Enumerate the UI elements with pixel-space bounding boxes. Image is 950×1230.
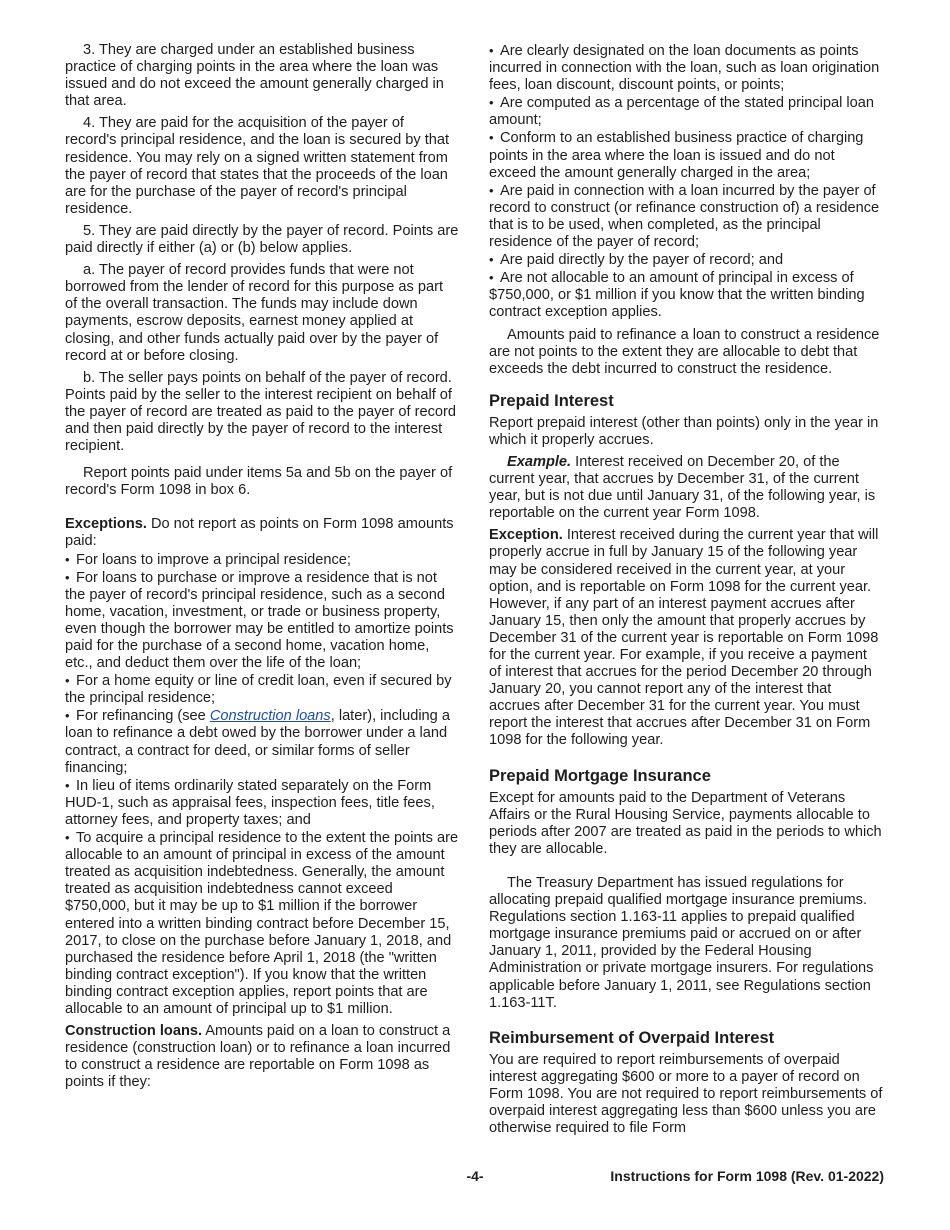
treasury-paragraph: The Treasury Department has issued regulations for allocating prepaid qualified mortgage insurance premiums. Regulations section 1.163-11 applies to prepaid qualified mortgage insurance premiums paid or accrued on or after January 1, 2011, provided by the Federal Housing Administration or private mortgage insurers. For regulations applicable before January 1, 2011, see Regulations section 1.163-11T.: [489, 874, 874, 1011]
form-title: Instructions for Form 1098 (Rev. 01-2022): [610, 1168, 884, 1184]
refi-text: For refinancing (see: [76, 708, 210, 725]
prepaid-interest-paragraph: Report prepaid interest (other than points) only in the year in which it properly accrues.: [489, 414, 879, 448]
left-column: [65, 42, 459, 1096]
prepaid-mortgage-insurance-heading: Prepaid Mortgage Insurance: [489, 766, 711, 785]
construction-loans-link[interactable]: Construction loans: [209, 708, 331, 725]
points-bullet: • Are computed as a percentage of the stated principal loan amount;: [489, 94, 883, 129]
exceptions-heading: Exceptions.: [65, 516, 147, 533]
reimbursement-paragraph: You are required to report reimbursements of overpaid interest aggregating $600 or more to a payer of record on Form 1098. You are not required to report reimbursements of overpaid interest aggregating less than $600 unless you are otherwise required to file Form: [489, 1051, 883, 1137]
report-points-paragraph: Report points paid under items 5a and 5b on the payer of record's Form 1098 in box 6.: [65, 465, 453, 499]
exceptions-text: Do not report as points on Form 1098 amounts paid:: [65, 516, 454, 550]
points-bullet: • Are clearly designated on the loan documents as points incurred in connection with the loan, such as loan origination fees, loan discount, discount points, or points;: [489, 42, 883, 94]
prepaid-interest-heading: Prepaid Interest: [489, 391, 614, 410]
example-text: Interest received on December 20, of the current year, that accrues by December 31, of the current year, but is not due until January 31, of the following year, is reportable on the current year Form 1098.: [489, 453, 876, 522]
example-paragraph: [489, 454, 883, 522]
construction-loans-paragraph: [65, 1023, 459, 1091]
exceptions-paragraph: [65, 516, 459, 550]
exception-bullet: • For loans to purchase or improve a residence that is not the payer of record's principal residence, such as a second home, vacation, investment, or trade or business property, even though the borrower may be entitled to amortize points paid for the purchase of a second home, vacation home, etc., and deduct them over the life of the loan;: [65, 569, 459, 673]
exception-bullet: • In lieu of items ordinarily stated separately on the Form HUD-1, such as appraisal fees, inspection fees, title fees, attorney fees, and property taxes; and: [65, 777, 459, 829]
construction-loans-heading: Construction loans.: [65, 1023, 203, 1040]
item-5b: b. The seller pays points on behalf of the payer of record. Points paid by the seller to the interest recipient on behalf of the payer of record are treated as paid to the payer of record and then paid directly by the payer of record to the interest recipient.: [65, 369, 457, 455]
points-bullet: • Are paid directly by the payer of record; and: [489, 251, 883, 269]
page-footer: [65, 1168, 884, 1186]
points-bullet: • Are not allocable to an amount of principal in excess of $750,000, or $1 million if you know that the written binding contract exception applies.: [489, 269, 883, 321]
pmi-paragraph: Except for amounts paid to the Department of Veterans Affairs or the Rural Housing Service, payments allocable to periods after 2007 are treated as paid in the periods to which they are allocable.: [489, 789, 882, 857]
page-number: -4-: [466, 1168, 484, 1184]
item-5a: a. The payer of record provides funds that were not borrowed from the lender of record for this purpose as part of the overall transaction. The funds may include down payments, escrow deposits, earnest money applied at closing, and other funds actually paid over by the payer of record at or before closing.: [65, 262, 444, 364]
item-3: 3. They are charged under an established business practice of charging points in the area where the loan was issued and do not exceed the amount generally charged in that area.: [65, 42, 444, 110]
exception-paragraph: [489, 527, 883, 749]
example-heading: Example.: [507, 453, 572, 470]
exception-heading: Exception.: [489, 527, 563, 544]
exception-bullet-refinancing: [65, 707, 459, 776]
construction-loans-text: Amounts paid on a loan to construct a residence (construction loan) or to refinance a loan incurred to construct a residence are reportable on Form 1098 as points if they:: [65, 1023, 451, 1091]
exception-bullet: • To acquire a principal residence to the extent the points are allocable to an amount of principal in excess of the amount treated as acquisition indebtedness. Generally, the amount treated as acquisition indebtedness cannot exceed $750,000, but it may be up to $1 million if the borrower entered into a written binding contract before December 15, 2017, to close on the purchase before January 1, 2018, and purchased the residence before April 1, 2018 (the "written binding contract exception"). If you know that the written binding contract exception applies, report points that are allocable to an amount of principal up to $1 million.: [65, 829, 459, 1018]
right-column: [489, 42, 883, 1142]
item-4: 4. They are paid for the acquisition of the payer of record's principal residence, and the loan is secured by that residence. You may rely on a signed written statement from the payer of record that states that the proceeds of the loan are for the purchase of the payer of record's principal residence.: [65, 115, 450, 217]
reimbursement-heading: Reimbursement of Overpaid Interest: [489, 1028, 775, 1047]
item-5: 5. They are paid directly by the payer of record. Points are paid directly if either (a) or (b) below applies.: [65, 222, 459, 257]
points-bullet: • Are paid in connection with a loan incurred by the payer of record to construct (or refinance construction of) a residence that is to be used, when completed, as the principal residence of the payer of record;: [489, 182, 883, 251]
refinance-paragraph: Amounts paid to refinance a loan to construct a residence are not points to the extent they are allocable to debt that exceeds the debt incurred to construct the residence.: [489, 326, 880, 377]
exception-bullet: • For loans to improve a principal residence;: [65, 551, 459, 569]
exception-bullet: • For a home equity or line of credit loan, even if secured by the principal residence;: [65, 672, 459, 707]
exception-text: Interest received during the current year that will properly accrue in full by January 15 of the following year may be considered received in the current year, at your option, and is reportable on Form 1098 for the current year. However, if any part of an interest payment accrues after January 15, then only the amount that properly accrues by December 31 of the current year is reportable on Form 1098 for the current year. For example, if you receive a payment of interest that accrues for the period December 20 through January 20, you cannot report any of the interest that accrues after December 31 for the current year. You must report the interest that accrues after December 31 on Form 1098 for the following year.: [489, 527, 879, 749]
refi-text: , later), including a loan to refinance a debt owed by the borrower under a land contract, a contract for deed, or similar forms of seller financing;: [65, 708, 450, 776]
points-bullet: • Conform to an established business practice of charging points in the area where the loan is issued and do not exceed the amount generally charged in the area;: [489, 129, 883, 181]
